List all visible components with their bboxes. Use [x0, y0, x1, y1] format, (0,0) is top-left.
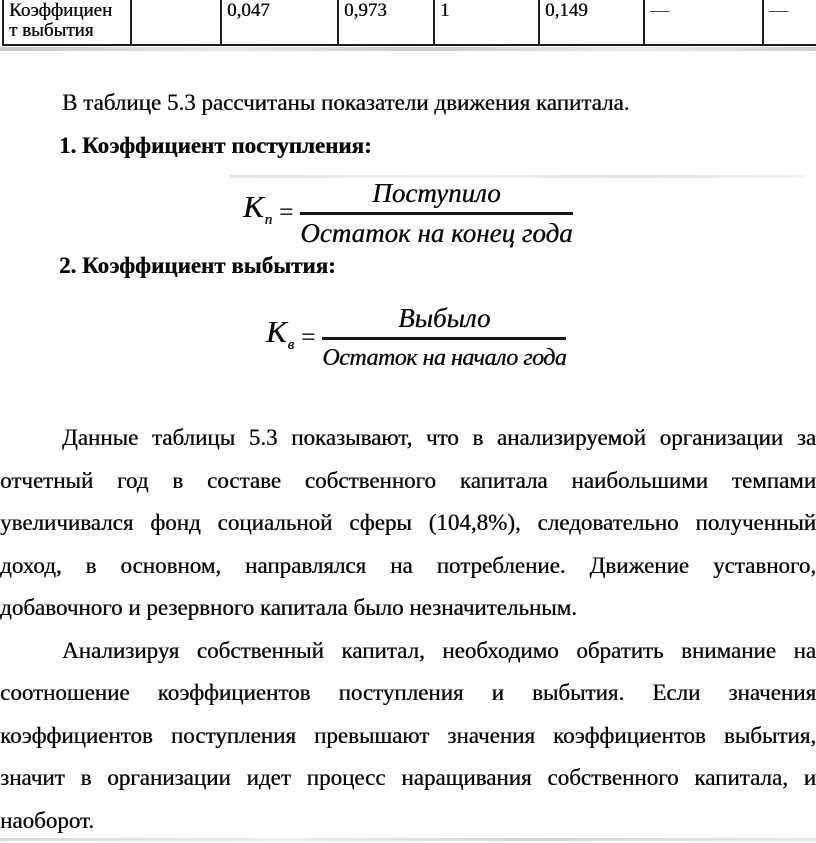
formula1-numerator: Поступило — [300, 178, 572, 215]
para1-line: отчетный год в составе собственного капитала наибольшими темпами — [0, 467, 816, 493]
table-label-line2: т выбытия — [9, 20, 94, 41]
body-text — [0, 417, 816, 842]
formula2-equals: = — [301, 324, 316, 351]
table-cell-value-2: 0,973 — [337, 0, 433, 44]
formula2-fraction — [322, 303, 566, 373]
intro-sentence: В таблице 5.3 рассчитаны показатели движения капитала. — [62, 90, 630, 115]
para2-line: наоборот. — [0, 807, 94, 833]
scan-streak-under-table — [0, 47, 816, 51]
table-row — [2, 0, 816, 46]
formula2-subscript: в — [287, 336, 295, 353]
heading-coefficient-postupleniya: 1. Коэффициент поступления: — [59, 133, 372, 158]
formula2-symbol: $К_в$ — [266, 313, 295, 353]
table-cell-label — [2, 0, 130, 44]
para1-line: увеличивался фонд социальной сферы (104,8%), следовательно полученный — [0, 510, 816, 535]
para1-line: доход, в основном, направлялся на потребление. Движение уставного, — [0, 552, 816, 578]
table-cell-dash-1: — — [643, 0, 762, 44]
para1-line: Данные таблицы 5.3 показывают, что в анализируемой организации за — [62, 425, 816, 450]
table-label-line1: Коэффициен — [9, 0, 113, 21]
formula1-equals: = — [279, 199, 294, 226]
para2-line: Анализируя собственный капитал, необходимо обратить внимание на — [62, 637, 816, 663]
heading-coefficient-vybytiya: 2. Коэффициент выбытия: — [59, 253, 336, 278]
table-cell-empty — [130, 0, 220, 44]
table-cell-value-4: 0,149 — [538, 0, 643, 44]
formula1-denominator: Остаток на конец года — [300, 218, 573, 248]
para1-line: добавочного и резервного капитала было незначительным. — [0, 595, 577, 620]
formula2-numerator: Выбыло — [322, 303, 566, 340]
para2-line: коэффициентов поступления превышают значения коэффициентов выбытия, — [0, 722, 816, 748]
formula1-fraction — [300, 178, 572, 248]
formula-postupleniya — [243, 178, 573, 248]
table-cell-dash-2: — — [762, 0, 816, 44]
formula2-denominator: Остаток на начало года — [322, 345, 567, 371]
table-cell-value-3: 1 — [433, 0, 538, 44]
formula1-subscript: п — [264, 211, 273, 228]
para2-line: соотношение коэффициентов поступления и выбытия. Если значения — [0, 680, 816, 705]
table-cell-value-1: 0,047 — [220, 0, 337, 44]
formula-vybytiya — [266, 303, 566, 373]
formula1-symbol: $К_п$ — [243, 188, 273, 228]
para2-line: значит в организации идет процесс наращивания собственного капитала, и — [0, 765, 816, 790]
